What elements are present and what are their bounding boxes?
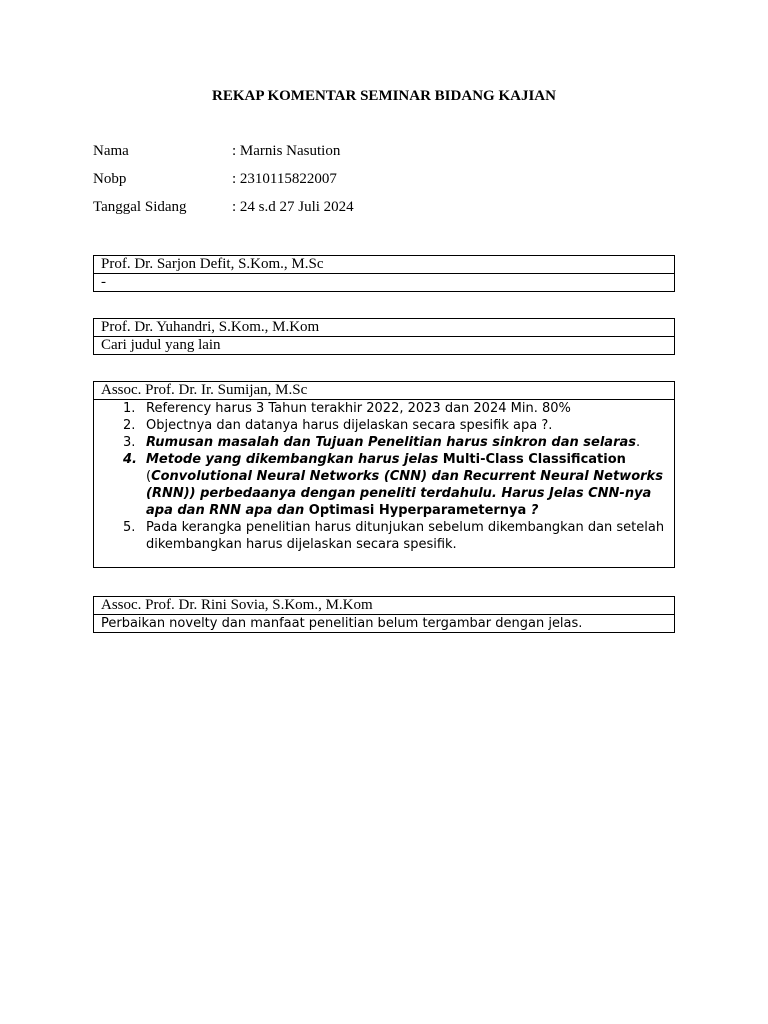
reviewer-box-3 <box>93 381 675 568</box>
nobp-label: Nobp <box>93 171 127 187</box>
list-text: Objectnya dan datanya harus dijelaskan secara spesifik apa ?. <box>146 418 553 433</box>
list-text: Pada kerangka penelitian harus ditunjukan sebelum dikembangkan dan setelah dikembangkan harus dijelaskan secara spesifik. <box>146 520 665 552</box>
list-text: Referency harus 3 Tahun terakhir 2022, 2023 dan 2024 Min. 80% <box>146 401 571 416</box>
list-item <box>94 417 674 434</box>
tanggal-value: : 24 s.d 27 Juli 2024 <box>232 199 354 215</box>
list-text-part: ( <box>146 469 152 484</box>
list-text-part: Optimasi Hyperparameternya <box>308 503 527 518</box>
reviewer-comment: - <box>101 274 106 290</box>
list-text-part: Convolutional Neural Networks (CNN) dan Recurrent Neural Networks (RNN)) perbedaanya dengan peneliti terdahulu. Harus Jelas CNN-nya apa dan RNN apa dan <box>146 469 663 518</box>
reviewer-box-4 <box>93 596 675 633</box>
reviewer-name: Assoc. Prof. Dr. Rini Sovia, S.Kom., M.Kom <box>94 597 674 615</box>
list-text: Rumusan masalah dan Tujuan Penelitian harus sinkron dan selaras <box>146 435 636 450</box>
list-item <box>94 400 674 417</box>
reviewer-comment: Perbaikan novelty dan manfaat penelitian belum tergambar dengan jelas. <box>101 616 583 631</box>
nobp-value: : 2310115822007 <box>232 171 337 187</box>
list-number: 2. <box>123 418 136 433</box>
list-number: 5. <box>123 520 136 535</box>
list-item <box>94 519 674 553</box>
nama-value: : Marnis Nasution <box>232 143 341 159</box>
reviewer-name: Assoc. Prof. Dr. Ir. Sumijan, M.Sc <box>94 382 674 400</box>
list-number: 4. <box>123 452 137 467</box>
tanggal-label: Tanggal Sidang <box>93 199 187 215</box>
list-text-part: Multi-Class Classification <box>442 452 626 467</box>
reviewer-comment: Cari judul yang lain <box>101 337 221 353</box>
nama-label: Nama <box>93 143 129 159</box>
reviewer-box-1 <box>93 255 675 292</box>
reviewer-name: Prof. Dr. Sarjon Defit, S.Kom., M.Sc <box>94 256 674 274</box>
list-text-part: ? <box>526 503 539 518</box>
reviewer-name: Prof. Dr. Yuhandri, S.Kom., M.Kom <box>94 319 674 337</box>
list-text-part: Metode yang dikembangkan harus jelas <box>146 452 443 467</box>
list-number: 1. <box>123 401 136 416</box>
reviewer-box-2 <box>93 318 675 355</box>
list-number: 3. <box>123 435 136 450</box>
list-item: 3. Rumusan masalah dan Tujuan Penelitian harus sinkron dan selaras. <box>123 435 641 450</box>
comment-list <box>94 400 674 553</box>
page-title: REKAP KOMENTAR SEMINAR BIDANG KAJIAN <box>212 88 556 104</box>
list-item <box>94 451 674 519</box>
